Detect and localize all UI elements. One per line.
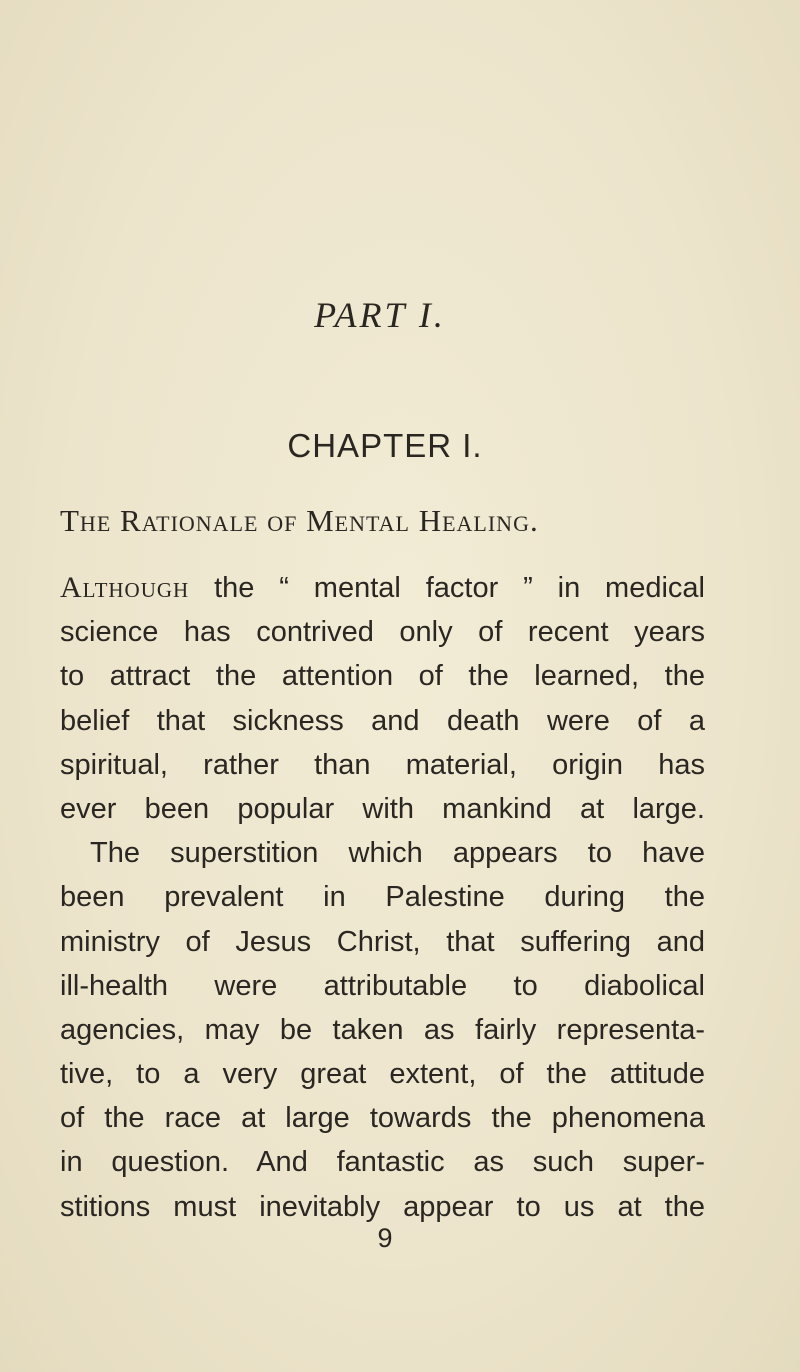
text-line: The superstition which appears to have xyxy=(90,837,705,870)
text-line: stitions must inevitably appear to us at the xyxy=(60,1190,705,1223)
text-line: belief that sickness and death were of a xyxy=(60,704,705,737)
text-line: of the race at large towards the phenomena xyxy=(60,1102,705,1135)
text-line: agencies, may be taken as fairly representa- xyxy=(60,1013,705,1046)
chapter-title: The Rationale of Mental Healing. xyxy=(60,503,539,538)
text-line: ill-health were attributable to diabolical xyxy=(60,969,705,1002)
page-number: 9 xyxy=(377,1223,393,1253)
text-line: been prevalent in Palestine during the xyxy=(60,881,705,914)
chapter-heading: CHAPTER I. xyxy=(287,427,483,464)
drop-word: Although xyxy=(60,571,190,604)
text-line: tive, to a very great extent, of the attitude xyxy=(60,1058,705,1091)
text-line-rest: the “ mental factor ” in medical xyxy=(189,572,705,604)
text-line: ever been popular with mankind at large. xyxy=(60,792,705,825)
text-line: ministry of Jesus Christ, that suffering and xyxy=(60,925,705,958)
text-line: in question. And fantastic as such super- xyxy=(60,1146,705,1179)
part-heading: PART I. xyxy=(314,295,446,335)
body-paragraph xyxy=(60,566,705,1229)
text-line: science has contrived only of recent years xyxy=(60,616,705,649)
text-line: spiritual, rather than material, origin has xyxy=(60,748,705,781)
text-line: to attract the attention of the learned, the xyxy=(60,660,705,693)
text-line xyxy=(60,566,705,610)
